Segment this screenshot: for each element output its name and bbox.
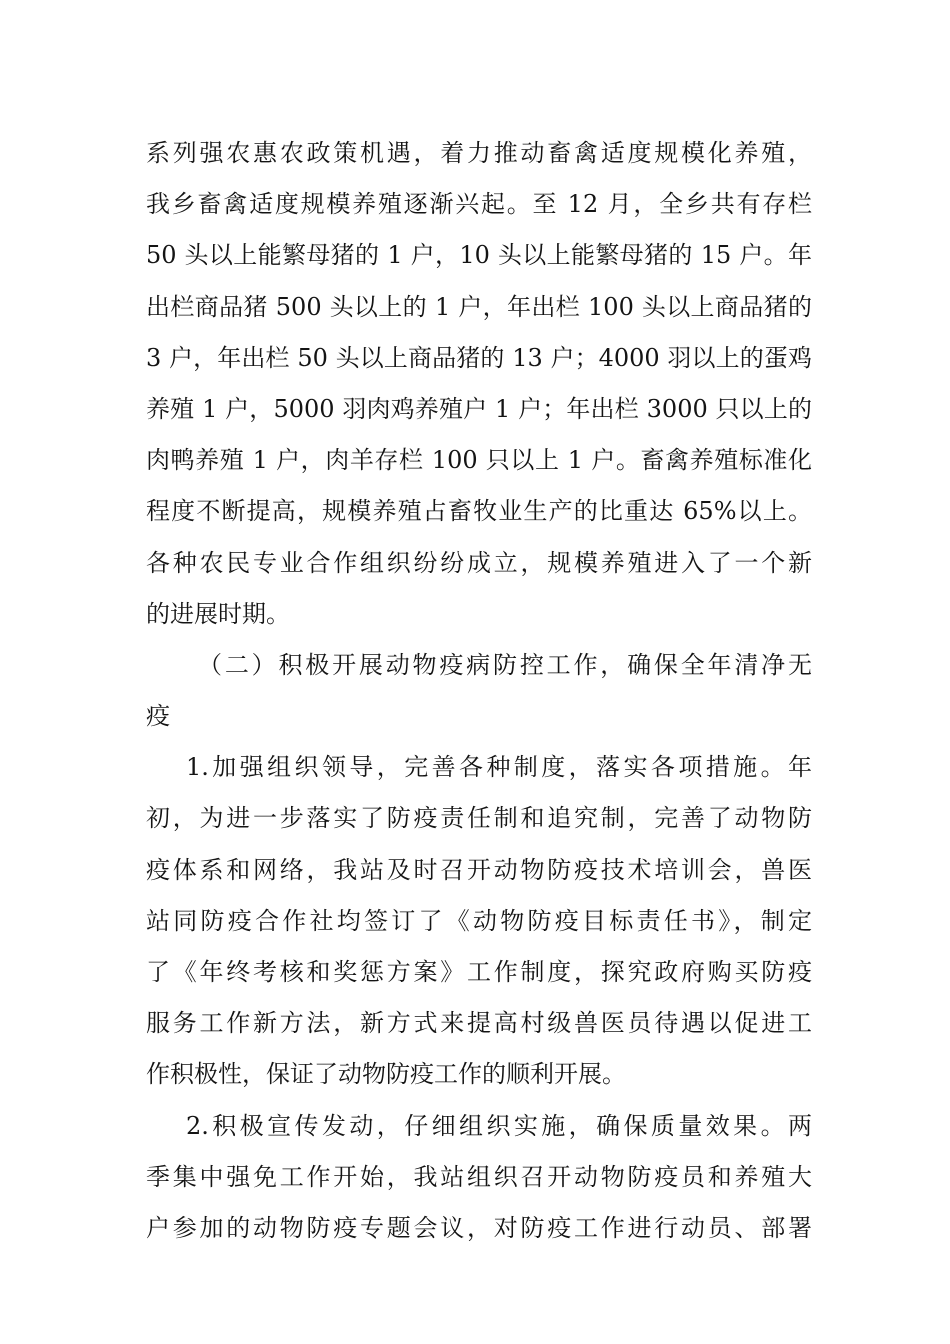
paragraph-line: 户参加的动物防疫专题会议，对防疫工作进行动员、部署	[146, 1213, 812, 1242]
paragraph-line: 2.积极宣传发动，仔细组织实施，确保质量效果。两	[186, 1111, 812, 1140]
paragraph-line: 疫体系和网络，我站及时召开动物防疫技术培训会，兽医	[146, 855, 812, 884]
paragraph-line: 1.加强组织领导，完善各种制度，落实各项措施。年	[186, 753, 812, 782]
paragraph-line: 养殖 1 户，5000 羽肉鸡养殖户 1 户；年出栏 3000 只以上的	[146, 394, 812, 423]
paragraph-line: 出栏商品猪 500 头以上的 1 户，年出栏 100 头以上商品猪的	[146, 292, 812, 321]
paragraph-line: 肉鸭养殖 1 户，肉羊存栏 100 只以上 1 户。畜禽养殖标准化	[146, 446, 812, 475]
paragraph-line: 50 头以上能繁母猪的 1 户，10 头以上能繁母猪的 15 户。年	[146, 241, 812, 270]
paragraph-line: 3 户，年出栏 50 头以上商品猪的 13 户；4000 羽以上的蛋鸡	[146, 343, 812, 372]
paragraph-line: 我乡畜禽适度规模养殖逐渐兴起。至 12 月，全乡共有存栏	[146, 190, 812, 219]
paragraph-line: 服务工作新方法，新方式来提高村级兽医员待遇以促进工	[146, 1009, 812, 1038]
paragraph-line: 作积极性，保证了动物防疫工作的顺利开展。	[146, 1060, 626, 1089]
paragraph-line: 系列强农惠农政策机遇，着力推动畜禽适度规模化养殖，	[146, 139, 812, 167]
section-heading-line: 疫	[146, 702, 170, 731]
paragraph-line: 程度不断提高，规模养殖占畜牧业生产的比重达 65%以上。	[146, 497, 812, 526]
section-heading-line: （二）积极开展动物疫病防控工作，确保全年清净无	[198, 650, 812, 679]
paragraph-line: 了《年终考核和奖惩方案》工作制度，探究政府购买防疫	[146, 958, 812, 986]
paragraph-line: 各种农民专业合作组织纷纷成立，规模养殖进入了一个新	[146, 548, 812, 577]
document-body	[146, 128, 812, 1254]
paragraph-line: 季集中强免工作开始，我站组织召开动物防疫员和养殖大	[146, 1162, 812, 1191]
paragraph-line: 初，为进一步落实了防疫责任制和追究制，完善了动物防	[146, 804, 812, 833]
paragraph-line: 的进展时期。	[146, 599, 290, 628]
paragraph-line: 站同防疫合作社均签订了《动物防疫目标责任书》，制定	[146, 906, 812, 935]
